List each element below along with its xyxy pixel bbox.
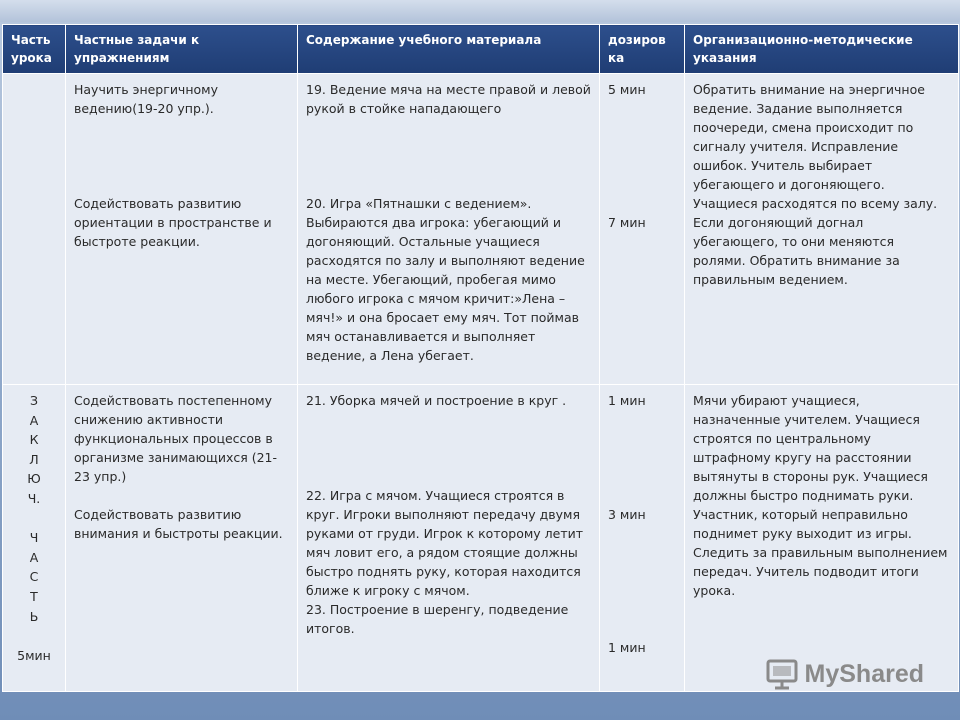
part-letter: А	[29, 549, 39, 565]
part-letter: Ч	[29, 530, 39, 546]
guidance-cell	[685, 74, 959, 385]
header-dosage: дозиров ка	[600, 25, 685, 74]
exercise-text: 22. Игра с мячом. Учащиеся строятся в круг. Игроки выполняют передачу двумя руками от груди. Игрок к которому летит мяч ловит его, а рядом стоящие должны быстро поднять руку, которая находится ближе к игроку с мячом.	[306, 488, 584, 598]
task-text: Научить энергичному ведению(19-20 упр.).	[74, 82, 218, 116]
task-text: Содействовать развитию внимания и быстроты реакции.	[74, 507, 283, 541]
part-letter: А	[29, 412, 39, 428]
lesson-plan-table	[2, 24, 959, 692]
part-letter: С	[29, 569, 39, 585]
part-letter: Ь	[29, 608, 39, 624]
watermark-logo	[765, 654, 924, 694]
watermark-text: MyShared	[804, 659, 924, 688]
content-cell	[298, 385, 600, 692]
slide-top-band	[0, 0, 960, 22]
dosage-value: 1 мин	[608, 393, 646, 408]
part-letter: Ю	[27, 471, 41, 487]
header-part: Часть урока	[3, 25, 66, 74]
guidance-text: Мячи убирают учащиеся, назначенные учителем. Учащиеся строятся по центральному штрафному кругу на расстоянии вытянуты в стороны рук. Учащиеся должны быстро поднимать руки. Участник, который неправильно поднимет руку выходит из игры. Следить за правильным выполнением передач. Учитель подводит итоги урока.	[693, 393, 948, 598]
content-cell	[298, 74, 600, 385]
dosage-value: 7 мин	[608, 215, 646, 230]
dosage-value: 5 мин	[608, 82, 646, 97]
header-tasks: Частные задачи к упражнениям	[66, 25, 298, 74]
task-text: Содействовать постепенному снижению активности функциональных процессов в организме занимающихся (21-23 упр.)	[74, 393, 278, 484]
tasks-cell	[66, 74, 298, 385]
projector-screen-icon	[765, 657, 799, 691]
exercise-text: 19. Ведение мяча на месте правой и левой рукой в стойке нападающего	[306, 82, 591, 116]
part-duration: 5мин	[17, 647, 51, 663]
table-row	[3, 385, 959, 692]
exercise-text: 21. Уборка мячей и построение в круг .	[306, 393, 567, 408]
tasks-cell	[66, 385, 298, 692]
part-letter	[11, 509, 57, 529]
part-letter: Ч.	[27, 490, 41, 506]
part-letter: Т	[30, 588, 38, 604]
exercise-text: 20. Игра «Пятнашки с ведением». Выбираются два игрока: убегающий и догоняющий. Остальные учащиеся расходятся по залу и выполняют ведение на месте. Убегающий, пробегая мимо любого игрока с мячом кричит:»Лена – мяч!» и она бросает ему мяч. Тот поймав мяч останавливается и выполняет ведение, а Лена убегает.	[306, 196, 585, 363]
part-letter	[11, 626, 57, 646]
header-row	[3, 25, 959, 74]
dosage-cell	[600, 385, 685, 692]
dosage-cell	[600, 74, 685, 385]
guidance-cell	[685, 385, 959, 692]
part-letter: К	[29, 432, 39, 448]
table-row	[3, 74, 959, 385]
part-letter: З	[29, 393, 38, 408]
dosage-value: 3 мин	[608, 507, 646, 522]
part-letter: Л	[29, 451, 39, 467]
header-content: Содержание учебного материала	[298, 25, 600, 74]
part-cell-final	[3, 385, 66, 692]
part-cell	[3, 74, 66, 385]
header-guidance: Организационно-методические указания	[685, 25, 959, 74]
dosage-value: 1 мин	[608, 640, 646, 655]
exercise-text: 23. Построение в шеренгу, подведение итогов.	[306, 602, 569, 636]
guidance-text: Обратить внимание на энергичное ведение. Задание выполняется поочереди, смена происходит по сигналу учителя. Исправление ошибок. Учитель выбирает убегающего и догоняющего. Учащиеся расходятся по всему залу. Если догоняющий догнал убегающего, то они меняются ролями. Обратить внимание за правильным ведением.	[693, 82, 938, 287]
task-text: Содействовать развитию ориентации в пространстве и быстроте реакции.	[74, 196, 272, 249]
